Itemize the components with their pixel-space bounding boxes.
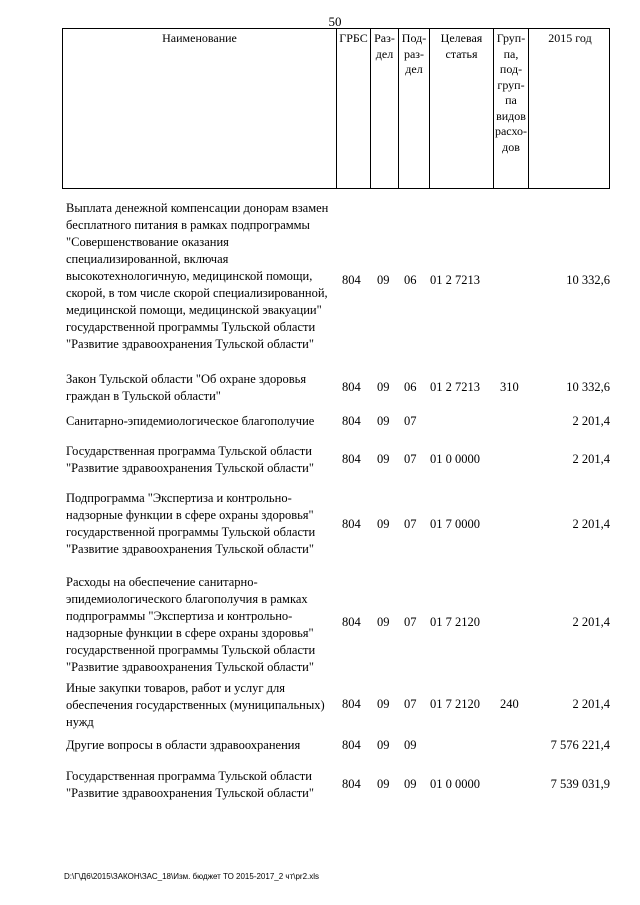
row-sum: 2 201,4 <box>572 697 610 711</box>
row-podrazdel: 06 <box>404 273 417 287</box>
row-sum: 2 201,4 <box>572 452 610 466</box>
header-year: 2015 год <box>548 31 592 45</box>
table-row <box>62 768 610 802</box>
row-target-article: 01 0 0000 <box>430 452 480 466</box>
table-row <box>62 737 610 754</box>
row-grbs: 804 <box>342 615 361 629</box>
row-podrazdel: 09 <box>404 777 417 791</box>
row-grbs: 804 <box>342 697 361 711</box>
row-razdel: 09 <box>377 777 390 791</box>
table-row <box>62 680 610 731</box>
row-podrazdel: 07 <box>404 414 417 428</box>
row-sum: 2 201,4 <box>572 414 610 428</box>
row-group: 310 <box>500 380 519 394</box>
row-name: Санитарно-эпидемиологическое благополучие <box>66 414 315 428</box>
row-razdel: 09 <box>377 273 390 287</box>
row-razdel: 09 <box>377 615 390 629</box>
row-sum: 7 539 031,9 <box>550 777 610 791</box>
row-razdel: 09 <box>377 697 390 711</box>
row-sum: 7 576 221,4 <box>550 738 610 752</box>
row-razdel: 09 <box>377 738 390 752</box>
header-expense-group: Груп- па, под- груп- па видов расхо- дов <box>494 29 529 188</box>
row-name: Подпрограмма "Экспертиза и контрольно-надзорные функции в сфере охраны здоровья" государственной программы Тульской области "Развитие здравоохранения Тульской области" <box>66 491 316 556</box>
row-name: Закон Тульской области "Об охране здоровья граждан в Тульской области" <box>66 372 307 403</box>
table-row <box>62 490 610 558</box>
table-row <box>62 200 610 360</box>
row-name: Государственная программа Тульской области "Развитие здравоохранения Тульской области" <box>66 444 314 475</box>
row-podrazdel: 07 <box>404 517 417 531</box>
row-grbs: 804 <box>342 738 361 752</box>
row-sum: 10 332,6 <box>566 380 610 394</box>
row-podrazdel: 07 <box>404 452 417 466</box>
row-target-article: 01 2 7213 <box>430 273 480 287</box>
row-target-article: 01 0 0000 <box>430 777 480 791</box>
row-sum: 10 332,6 <box>566 273 610 287</box>
row-podrazdel: 07 <box>404 615 417 629</box>
row-grbs: 804 <box>342 452 361 466</box>
row-target-article: 01 7 2120 <box>430 697 480 711</box>
header-grbs: ГРБС <box>337 29 371 188</box>
row-grbs: 804 <box>342 380 361 394</box>
row-target-article: 01 7 2120 <box>430 615 480 629</box>
row-grbs: 804 <box>342 517 361 531</box>
table-row <box>62 574 610 676</box>
row-razdel: 09 <box>377 414 390 428</box>
row-grbs: 804 <box>342 777 361 791</box>
row-name: Иные закупки товаров, работ и услуг для обеспечения государственных (муниципальных) нужд <box>66 681 325 729</box>
row-target-article: 01 2 7213 <box>430 380 480 394</box>
table-row <box>62 371 610 405</box>
header-razdel: Раз- дел <box>371 29 399 188</box>
row-razdel: 09 <box>377 517 390 531</box>
header-target-article: Целевая статья <box>430 29 494 188</box>
row-name: Выплата денежной компенсации донорам взамен бесплатного питания в рамках подпрограммы "Совершенствование оказания специализированной, включая высокотехнологичную, медицинской помощи, скорой, в том числе скорой специализированной, медицинской помощи, медицинской эвакуации" государственной программы Тульской области "Развитие здравоохранения Тульской области" <box>66 201 329 351</box>
row-podrazdel: 07 <box>404 697 417 711</box>
row-name: Расходы на обеспечение санитарно-эпидемиологического благополучия в рамках подпрограммы "Экспертиза и контрольно-надзорные функции в сфере охраны здоровья" государственной программы Тульской области "Развитие здравоохранения Тульской области" <box>66 575 316 674</box>
row-razdel: 09 <box>377 380 390 394</box>
file-path-footer: D:\Г\Д6\2015\ЗАКОН\ЗАС_18\Изм. бюджет ТО 2015-2017_2 чт\pr2.xls <box>64 872 320 881</box>
row-grbs: 804 <box>342 273 361 287</box>
page-number: 50 <box>328 14 342 29</box>
header-podrazdel: Под- раз- дел <box>399 29 430 188</box>
row-grbs: 804 <box>342 414 361 428</box>
table-header <box>62 28 610 189</box>
row-podrazdel: 06 <box>404 380 417 394</box>
row-name: Другие вопросы в области здравоохранения <box>66 738 301 752</box>
table-row <box>62 413 610 430</box>
row-name: Государственная программа Тульской области "Развитие здравоохранения Тульской области" <box>66 769 314 800</box>
header-name: Наименование <box>63 29 337 188</box>
row-sum: 2 201,4 <box>572 517 610 531</box>
row-target-article: 01 7 0000 <box>430 517 480 531</box>
row-sum: 2 201,4 <box>572 615 610 629</box>
table-row <box>62 443 610 477</box>
row-razdel: 09 <box>377 452 390 466</box>
row-podrazdel: 09 <box>404 738 417 752</box>
row-group: 240 <box>500 697 519 711</box>
